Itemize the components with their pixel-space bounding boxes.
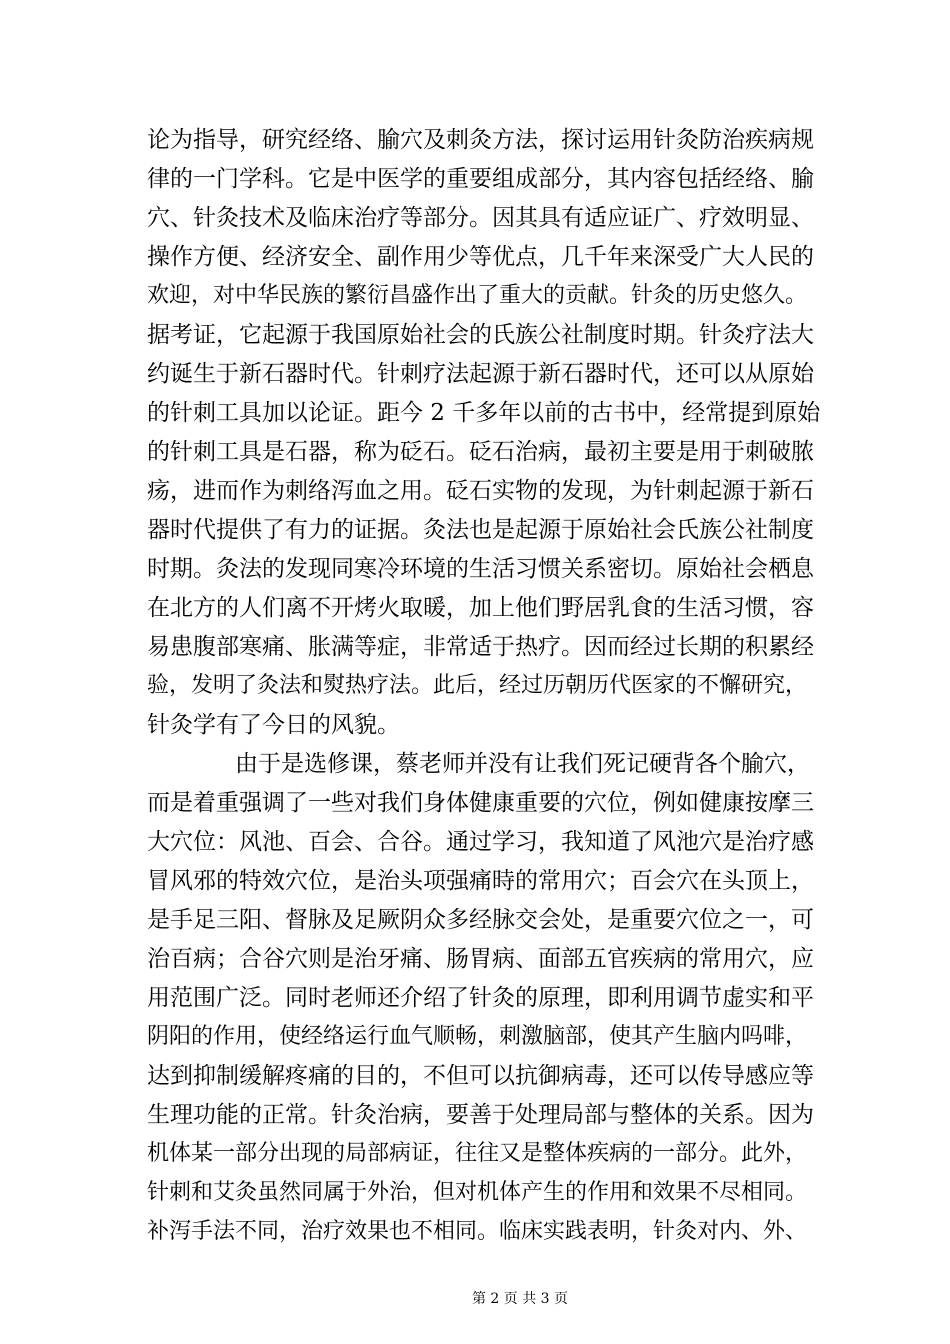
text-line-6: 据考证，它起源于我国原始社会的氏族公社制度时期。针灸疗法大	[147, 322, 814, 348]
text-line-26: 生理功能的正常。针灸治病，要善于处理局部与整体的关系。因为	[147, 1102, 814, 1128]
text-line-13: 在北方的人们离不开烤火取暖，加上他们野居乳食的生活习惯，容	[147, 595, 814, 621]
text-line-21: 是手足三阳、督脉及足厥阴众多经脉交会处，是重要穴位之一，可	[147, 907, 814, 933]
text-line-23: 用范围广泛。同时老师还介绍了针灸的原理，即利用调节虚实和平	[147, 985, 814, 1011]
text-line-8: 的针刺工具加以论证。距今 2 千多年以前的古书中，经常提到原始	[147, 400, 821, 426]
text-line-18: 而是着重强调了一些对我们身体健康重要的穴位，例如健康按摩三	[147, 790, 814, 816]
text-line-2: 律的一门学科。它是中医学的重要组成部分，其内容包括经络、腧	[147, 166, 814, 192]
text-line-1: 论为指导，研究经络、腧穴及刺灸方法，探讨运用针灸防治疾病规	[147, 127, 814, 153]
text-line-5: 欢迎，对中华民族的繁衍昌盛作出了重大的贡献。针灸的历史悠久。	[147, 283, 808, 308]
text-line-12: 时期。灸法的发现同寒冷环境的生活习惯关系密切。原始社会栖息	[147, 556, 814, 582]
text-line-14: 易患腹部寒痛、胀满等症，非常适于热疗。因而经过长期的积累经	[147, 634, 814, 660]
page-number-footer: 第 2 页 共 3 页	[471, 1291, 569, 1307]
text-line-20: 冒风邪的特效穴位，是治头项强痛時的常用穴；百会穴在头顶上，	[147, 868, 814, 894]
text-line-10: 疡，进而作为刺络泻血之用。砭石实物的发现，为针刺起源于新石	[147, 478, 814, 504]
text-line-7: 约诞生于新石器时代。针刺疗法起源于新石器时代，还可以从原始	[147, 361, 814, 387]
paragraph-start-line: 由于是选修课，蔡老师并没有让我们死记硬背各个腧穴，	[235, 751, 810, 777]
text-line-28: 针刺和艾灸虽然同属于外治，但对机体产生的作用和效果不尽相同。	[147, 1180, 808, 1205]
text-line-15: 验，发明了灸法和熨热疗法。此后，经过历朝历代医家的不懈研究，	[147, 673, 808, 698]
text-line-29: 补泻手法不同，治疗效果也不相同。临床实践表明，针灸对内、外、	[147, 1219, 808, 1244]
text-line-3: 穴、针灸技术及临床治疗等部分。因其具有适应证广、疗效明显、	[147, 205, 814, 231]
text-line-19: 大穴位：风池、百会、合谷。通过学习，我知道了风池穴是治疗感	[147, 829, 814, 855]
text-line-25: 达到抑制缓解疼痛的目的，不但可以抗御病毒，还可以传导感应等	[147, 1063, 814, 1089]
text-line-9: 的针刺工具是石器，称为砭石。砭石治病，最初主要是用于刺破脓	[147, 439, 814, 465]
text-line-11: 器时代提供了有力的证据。灸法也是起源于原始社会氏族公社制度	[147, 517, 814, 543]
text-line-24: 阴阳的作用，使经络运行血气顺畅，刺激脑部，使其产生脑内吗啡，	[147, 1024, 808, 1049]
text-line-27: 机体某一部分出现的局部病证，往往又是整体疾病的一部分。此外，	[147, 1141, 808, 1166]
text-line-16: 针灸学有了今日的风貌。	[147, 712, 400, 738]
text-line-4: 操作方便、经济安全、副作用少等优点，几千年来深受广大人民的	[147, 244, 814, 270]
text-line-22: 治百病；合谷穴则是治牙痛、肠胃病、面部五官疾病的常用穴，应	[147, 946, 814, 972]
